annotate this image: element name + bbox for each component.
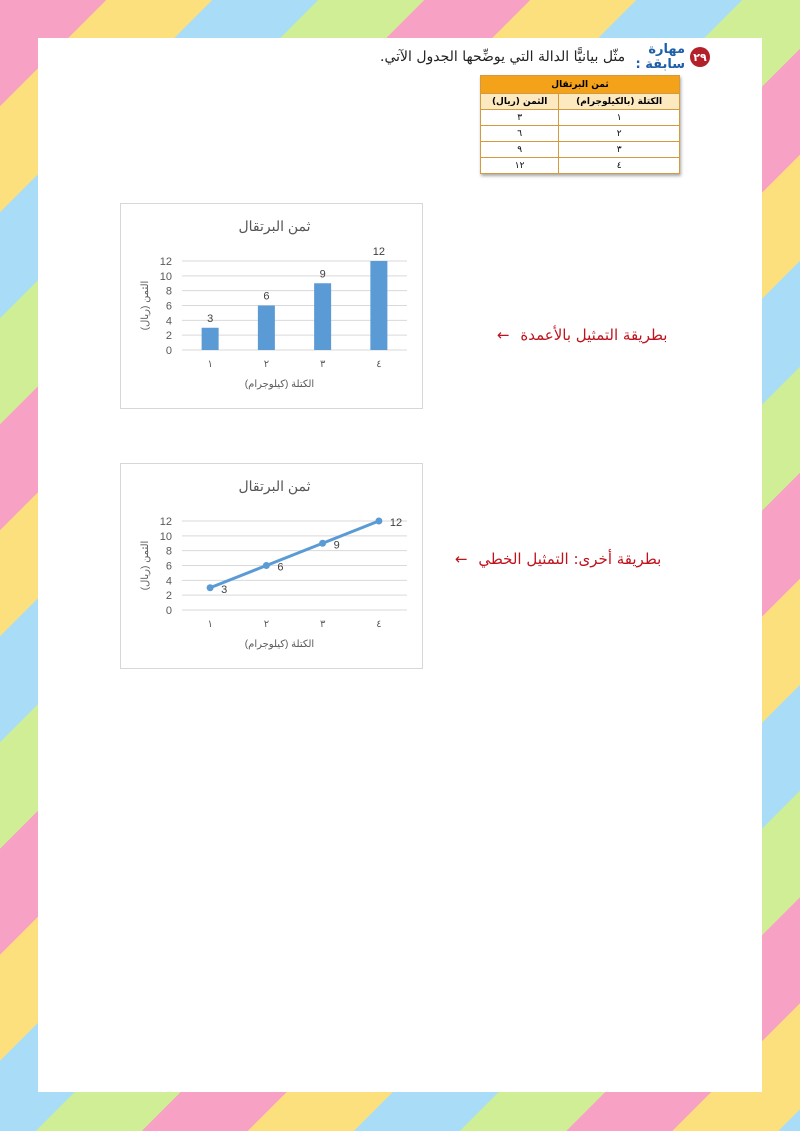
bar-chart — [120, 203, 423, 409]
x-tick-label: ٢ — [263, 619, 270, 630]
data-point — [263, 562, 270, 569]
series-line — [210, 521, 379, 588]
table-row — [481, 110, 680, 126]
line-chart-svg — [121, 464, 422, 668]
bar — [370, 261, 387, 350]
y-tick-label: 2 — [165, 330, 172, 343]
question-text: مثّل بيانيًّا الدالة التي يوضِّحها الجدول الآتي. — [380, 49, 626, 65]
data-label: 3 — [207, 312, 214, 325]
bar — [202, 328, 219, 350]
y-tick-label: 6 — [165, 300, 172, 313]
y-tick-label: 0 — [165, 605, 172, 617]
table-row — [481, 158, 680, 174]
y-tick-label: 10 — [159, 530, 172, 543]
y-tick-label: 12 — [159, 256, 172, 268]
y-axis-label: الثمن (ريال) — [140, 540, 151, 591]
y-tick-label: 10 — [159, 270, 172, 283]
question-skill-label: مهارة سابقة : — [635, 42, 685, 72]
table-cell-mass: ٤ — [559, 158, 680, 174]
chart-title: ثمن البرتقال — [238, 218, 311, 234]
bar — [258, 306, 275, 351]
chart-title: ثمن البرتقال — [238, 478, 311, 494]
bar — [314, 283, 331, 350]
table-row — [481, 142, 680, 158]
table-cell-mass: ١ — [559, 110, 680, 126]
orange-price-table — [480, 75, 680, 174]
bar-method-label — [497, 326, 667, 344]
y-tick-label: 0 — [165, 345, 172, 357]
data-label: 9 — [319, 268, 326, 281]
table-row — [481, 126, 680, 142]
data-label: 12 — [389, 517, 403, 529]
x-tick-label: ٤ — [376, 619, 382, 630]
table-cell-mass: ٣ — [559, 142, 680, 158]
question-line — [380, 42, 710, 72]
x-tick-label: ٤ — [376, 359, 382, 370]
table-header-price: الثمن (ريال) — [481, 94, 559, 110]
x-tick-label: ١ — [207, 359, 213, 370]
data-point — [319, 540, 326, 547]
line-chart — [120, 463, 423, 669]
x-tick-label: ٣ — [319, 619, 326, 630]
data-label: 3 — [221, 583, 228, 596]
data-point — [375, 518, 382, 525]
question-number: ٢٩ — [690, 47, 710, 67]
data-label: 6 — [277, 561, 284, 574]
x-axis-label: الكتلة (كيلوجرام) — [244, 639, 315, 650]
table-cell-price: ٩ — [481, 142, 559, 158]
table-header-mass: الكتلة (بالكيلوجرام) — [559, 94, 680, 110]
y-axis-label: الثمن (ريال) — [140, 280, 151, 331]
y-tick-label: 6 — [165, 560, 172, 573]
y-tick-label: 2 — [165, 590, 172, 603]
data-label: 12 — [372, 246, 385, 258]
x-tick-label: ٣ — [319, 359, 326, 370]
bar-method-text: بطريقة التمثيل بالأعمدة — [520, 326, 668, 344]
line-method-text: بطريقة أخرى: التمثيل الخطي — [478, 550, 662, 568]
data-label: 6 — [263, 290, 270, 303]
table-title: ثمن البرتقال — [481, 76, 680, 94]
x-tick-label: ١ — [207, 619, 213, 630]
y-tick-label: 12 — [159, 516, 172, 528]
table-cell-mass: ٢ — [559, 126, 680, 142]
table-cell-price: ١٢ — [481, 158, 559, 174]
y-tick-label: 4 — [165, 575, 172, 588]
data-label: 9 — [333, 539, 340, 552]
y-tick-label: 4 — [165, 315, 172, 328]
bar-chart-svg — [121, 204, 422, 408]
data-point — [207, 584, 214, 591]
x-tick-label: ٢ — [263, 359, 270, 370]
y-tick-label: 8 — [165, 285, 172, 298]
arrow-left-icon: ← — [497, 326, 510, 344]
y-tick-label: 8 — [165, 545, 172, 558]
x-axis-label: الكتلة (كيلوجرام) — [244, 379, 315, 390]
table-cell-price: ٣ — [481, 110, 559, 126]
line-method-label — [455, 550, 661, 568]
arrow-left-icon: ← — [455, 550, 468, 568]
table-cell-price: ٦ — [481, 126, 559, 142]
